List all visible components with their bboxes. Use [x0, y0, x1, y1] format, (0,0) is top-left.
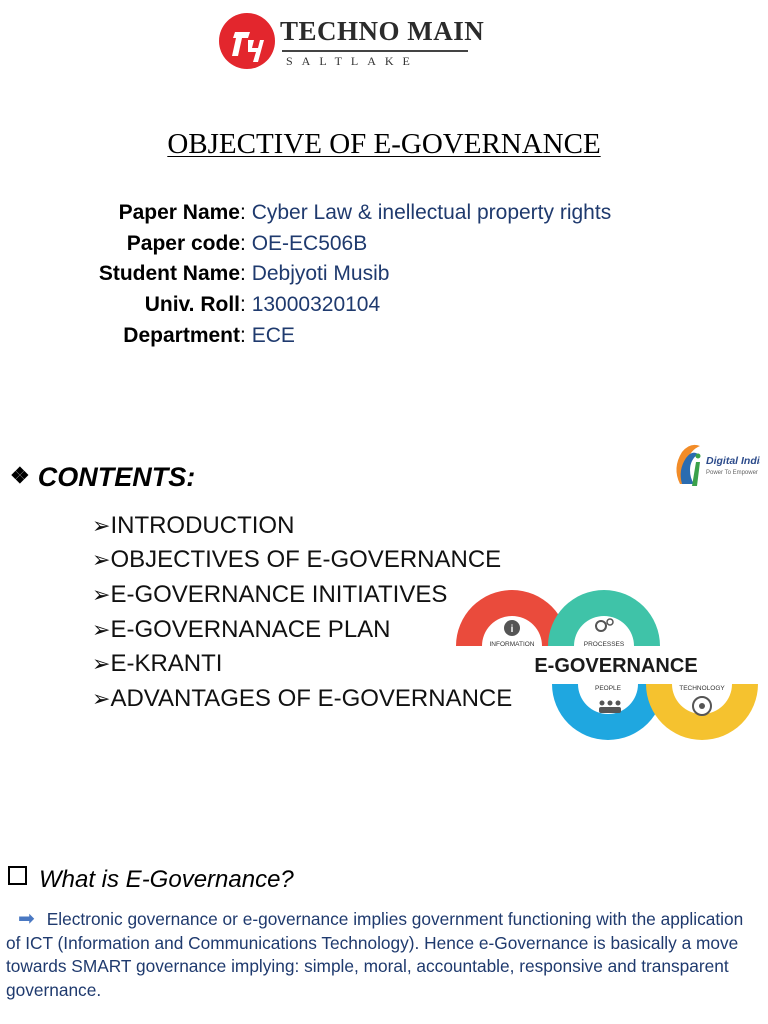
arrow-bullet-icon: ➢	[92, 617, 111, 642]
info-row-department	[0, 324, 768, 354]
toc-item: ➢OBJECTIVES OF E-GOVERNANCE	[92, 546, 502, 573]
svg-text:i: i	[510, 624, 514, 635]
arrow-bullet-icon: ➢	[92, 651, 111, 676]
techno-logo-icon	[218, 12, 276, 70]
info-value: : OE-EC506B	[240, 232, 368, 255]
info-value: : ECE	[240, 324, 295, 347]
page-title: OBJECTIVE OF E-GOVERNANCE	[167, 128, 601, 160]
info-row-paper-name	[0, 201, 768, 231]
digital-india-tagline: Power To Empower	[706, 470, 758, 476]
technology-arc	[646, 684, 758, 740]
digital-india-logo	[670, 440, 760, 492]
egovernance-title: E-GOVERNANCE	[534, 655, 698, 677]
info-value: : Debjyoti Musib	[240, 262, 390, 285]
right-arrow-icon: ➡	[18, 908, 35, 930]
info-value: : 13000320104	[240, 293, 381, 316]
toc-item: ➢E-GOVERNANACE PLAN	[92, 616, 391, 643]
info-label: Univ. Roll	[144, 293, 240, 316]
info-label: Paper Name	[118, 201, 240, 224]
people-icon	[599, 701, 621, 714]
info-value: : Cyber Law & inellectual property rights	[240, 201, 612, 224]
techno-main-logo	[218, 12, 485, 72]
checkbox-bullet-icon	[8, 866, 27, 885]
egovernance-graphic	[452, 578, 764, 750]
logo-name: TECHNO MAIN	[280, 16, 485, 46]
toc-item: ➢INTRODUCTION	[92, 512, 295, 539]
digital-india-title: Digital India	[706, 455, 760, 467]
arrow-bullet-icon: ➢	[92, 547, 111, 572]
toc-item: ➢E-KRANTI	[92, 650, 223, 677]
label-people: PEOPLE	[594, 685, 622, 692]
info-row-student-name	[0, 262, 768, 292]
gear-icon	[596, 621, 606, 631]
arrow-bullet-icon: ➢	[92, 582, 111, 607]
label-technology: TECHNOLOGY	[679, 685, 725, 692]
arrow-bullet-icon: ➢	[92, 686, 111, 711]
info-label: Department	[123, 324, 240, 347]
logo-rule	[282, 50, 468, 52]
toc-item: ➢ADVANTAGES OF E-GOVERNANCE	[92, 685, 513, 712]
label-information: INFORMATION	[489, 641, 535, 648]
info-row-paper-code	[0, 232, 768, 262]
info-row-univ-roll	[0, 293, 768, 323]
what-is-heading: What is E-Governance?	[8, 866, 294, 894]
processes-arc	[548, 590, 660, 646]
diamond-bullet-icon: ❖	[10, 463, 30, 488]
digital-india-icon	[670, 440, 760, 492]
arrow-bullet-icon: ➢	[92, 513, 111, 538]
info-label: Paper code	[126, 232, 240, 255]
logo-subtitle: SALTLAKE	[286, 54, 419, 68]
label-processes: PROCESSES	[583, 641, 625, 648]
what-is-body: ➡ Electronic governance or e-governance implies government functioning with the application of ICT (Information and Communications Technology). Hence e-Governance is basically a move towards SMART governance implying: simple, moral, accountable, responsive and transparent governance.	[6, 908, 744, 1000]
toc-item: ➢E-GOVERNANCE INITIATIVES	[92, 581, 448, 608]
contents-heading: ❖ CONTENTS:	[10, 462, 196, 492]
info-label: Student Name	[98, 262, 240, 285]
